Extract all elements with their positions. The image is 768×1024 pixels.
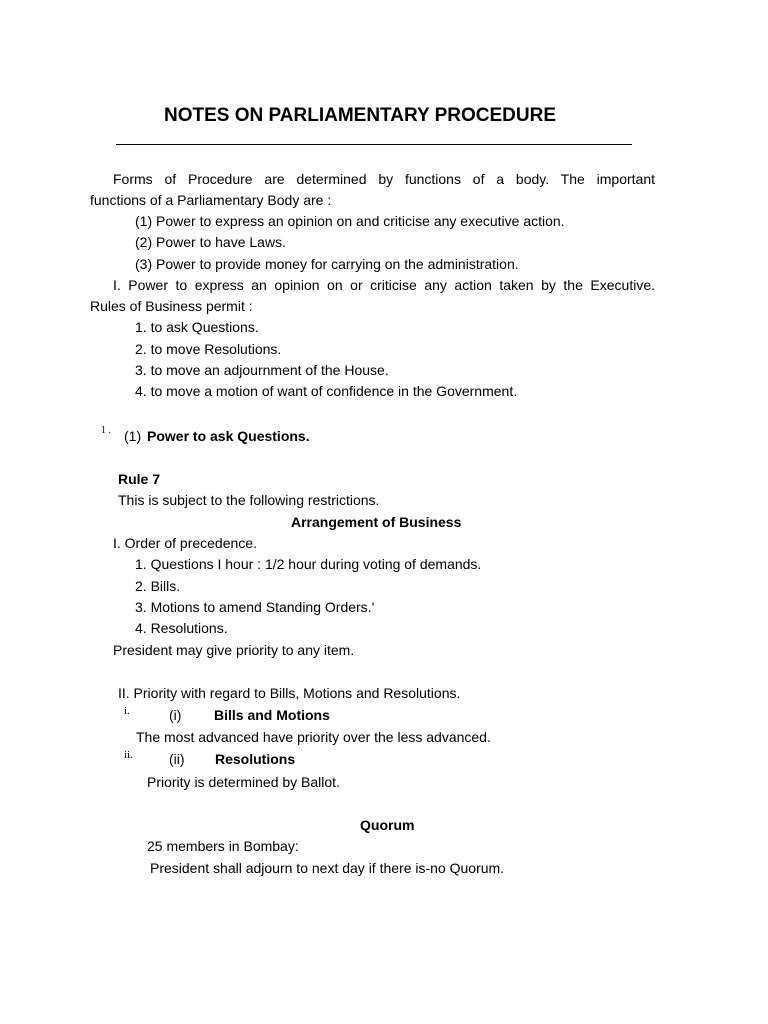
rules-list-item: 3. to move an adjournment of the House. bbox=[135, 362, 389, 378]
order-heading: I. Order of precedence. bbox=[113, 535, 257, 551]
section1-line-2: Rules of Business permit : bbox=[90, 298, 253, 314]
list-marker: 1 . bbox=[101, 425, 111, 436]
title-underline bbox=[116, 144, 632, 145]
list-marker: ii. bbox=[124, 749, 133, 761]
sub-number: (i) bbox=[169, 707, 182, 723]
bills-motions-title: Bills and Motions bbox=[214, 707, 330, 723]
order-item: 1. Questions I hour : 1/2 hour during voting of demands. bbox=[135, 556, 482, 572]
questions-heading: Power to ask Questions. bbox=[147, 428, 310, 444]
resolutions-title: Resolutions bbox=[215, 751, 296, 767]
priority-heading: II. Priority with regard to Bills, Motions and Resolutions. bbox=[118, 685, 461, 701]
rule7-text: This is subject to the following restrictions. bbox=[118, 492, 380, 508]
function-item: (2) Power to have Laws. bbox=[135, 234, 286, 250]
intro-line-2: functions of a Parliamentary Body are : bbox=[90, 192, 332, 208]
section1-line-1: I. Power to express an opinion on or criticise any action taken by the Executive. bbox=[113, 277, 655, 293]
function-item: (3) Power to provide money for carrying on the administration. bbox=[135, 256, 519, 272]
quorum-line-2: President shall adjourn to next day if there is-no Quorum. bbox=[150, 860, 505, 876]
document-title: NOTES ON PARLIAMENTARY PROCEDURE bbox=[164, 105, 556, 126]
order-item: 2. Bills. bbox=[135, 578, 181, 594]
quorum-heading: Quorum bbox=[360, 817, 415, 833]
rule7-heading: Rule 7 bbox=[118, 471, 161, 487]
rules-list-item: 1. to ask Questions. bbox=[135, 319, 259, 335]
rules-list-item: 4. to move a motion of want of confidence in the Government. bbox=[135, 383, 518, 399]
questions-number: (1) bbox=[124, 428, 142, 444]
arrangement-heading: Arrangement of Business bbox=[291, 514, 462, 530]
quorum-line-1: 25 members in Bombay: bbox=[147, 838, 299, 854]
resolutions-text: Priority is determined by Ballot. bbox=[147, 774, 340, 790]
order-item: 4. Resolutions. bbox=[135, 620, 228, 636]
sub-number: (ii) bbox=[169, 751, 185, 767]
priority-note: President may give priority to any item. bbox=[113, 642, 355, 658]
list-marker: i. bbox=[124, 705, 130, 717]
bills-motions-text: The most advanced have priority over the less advanced. bbox=[136, 729, 491, 745]
rules-list-item: 2. to move Resolutions. bbox=[135, 341, 282, 357]
order-item: 3. Motions to amend Standing Orders.' bbox=[135, 599, 375, 615]
function-item: (1) Power to express an opinion on and criticise any executive action. bbox=[135, 213, 565, 229]
intro-line-1: Forms of Procedure are determined by functions of a body. The important bbox=[113, 171, 655, 187]
